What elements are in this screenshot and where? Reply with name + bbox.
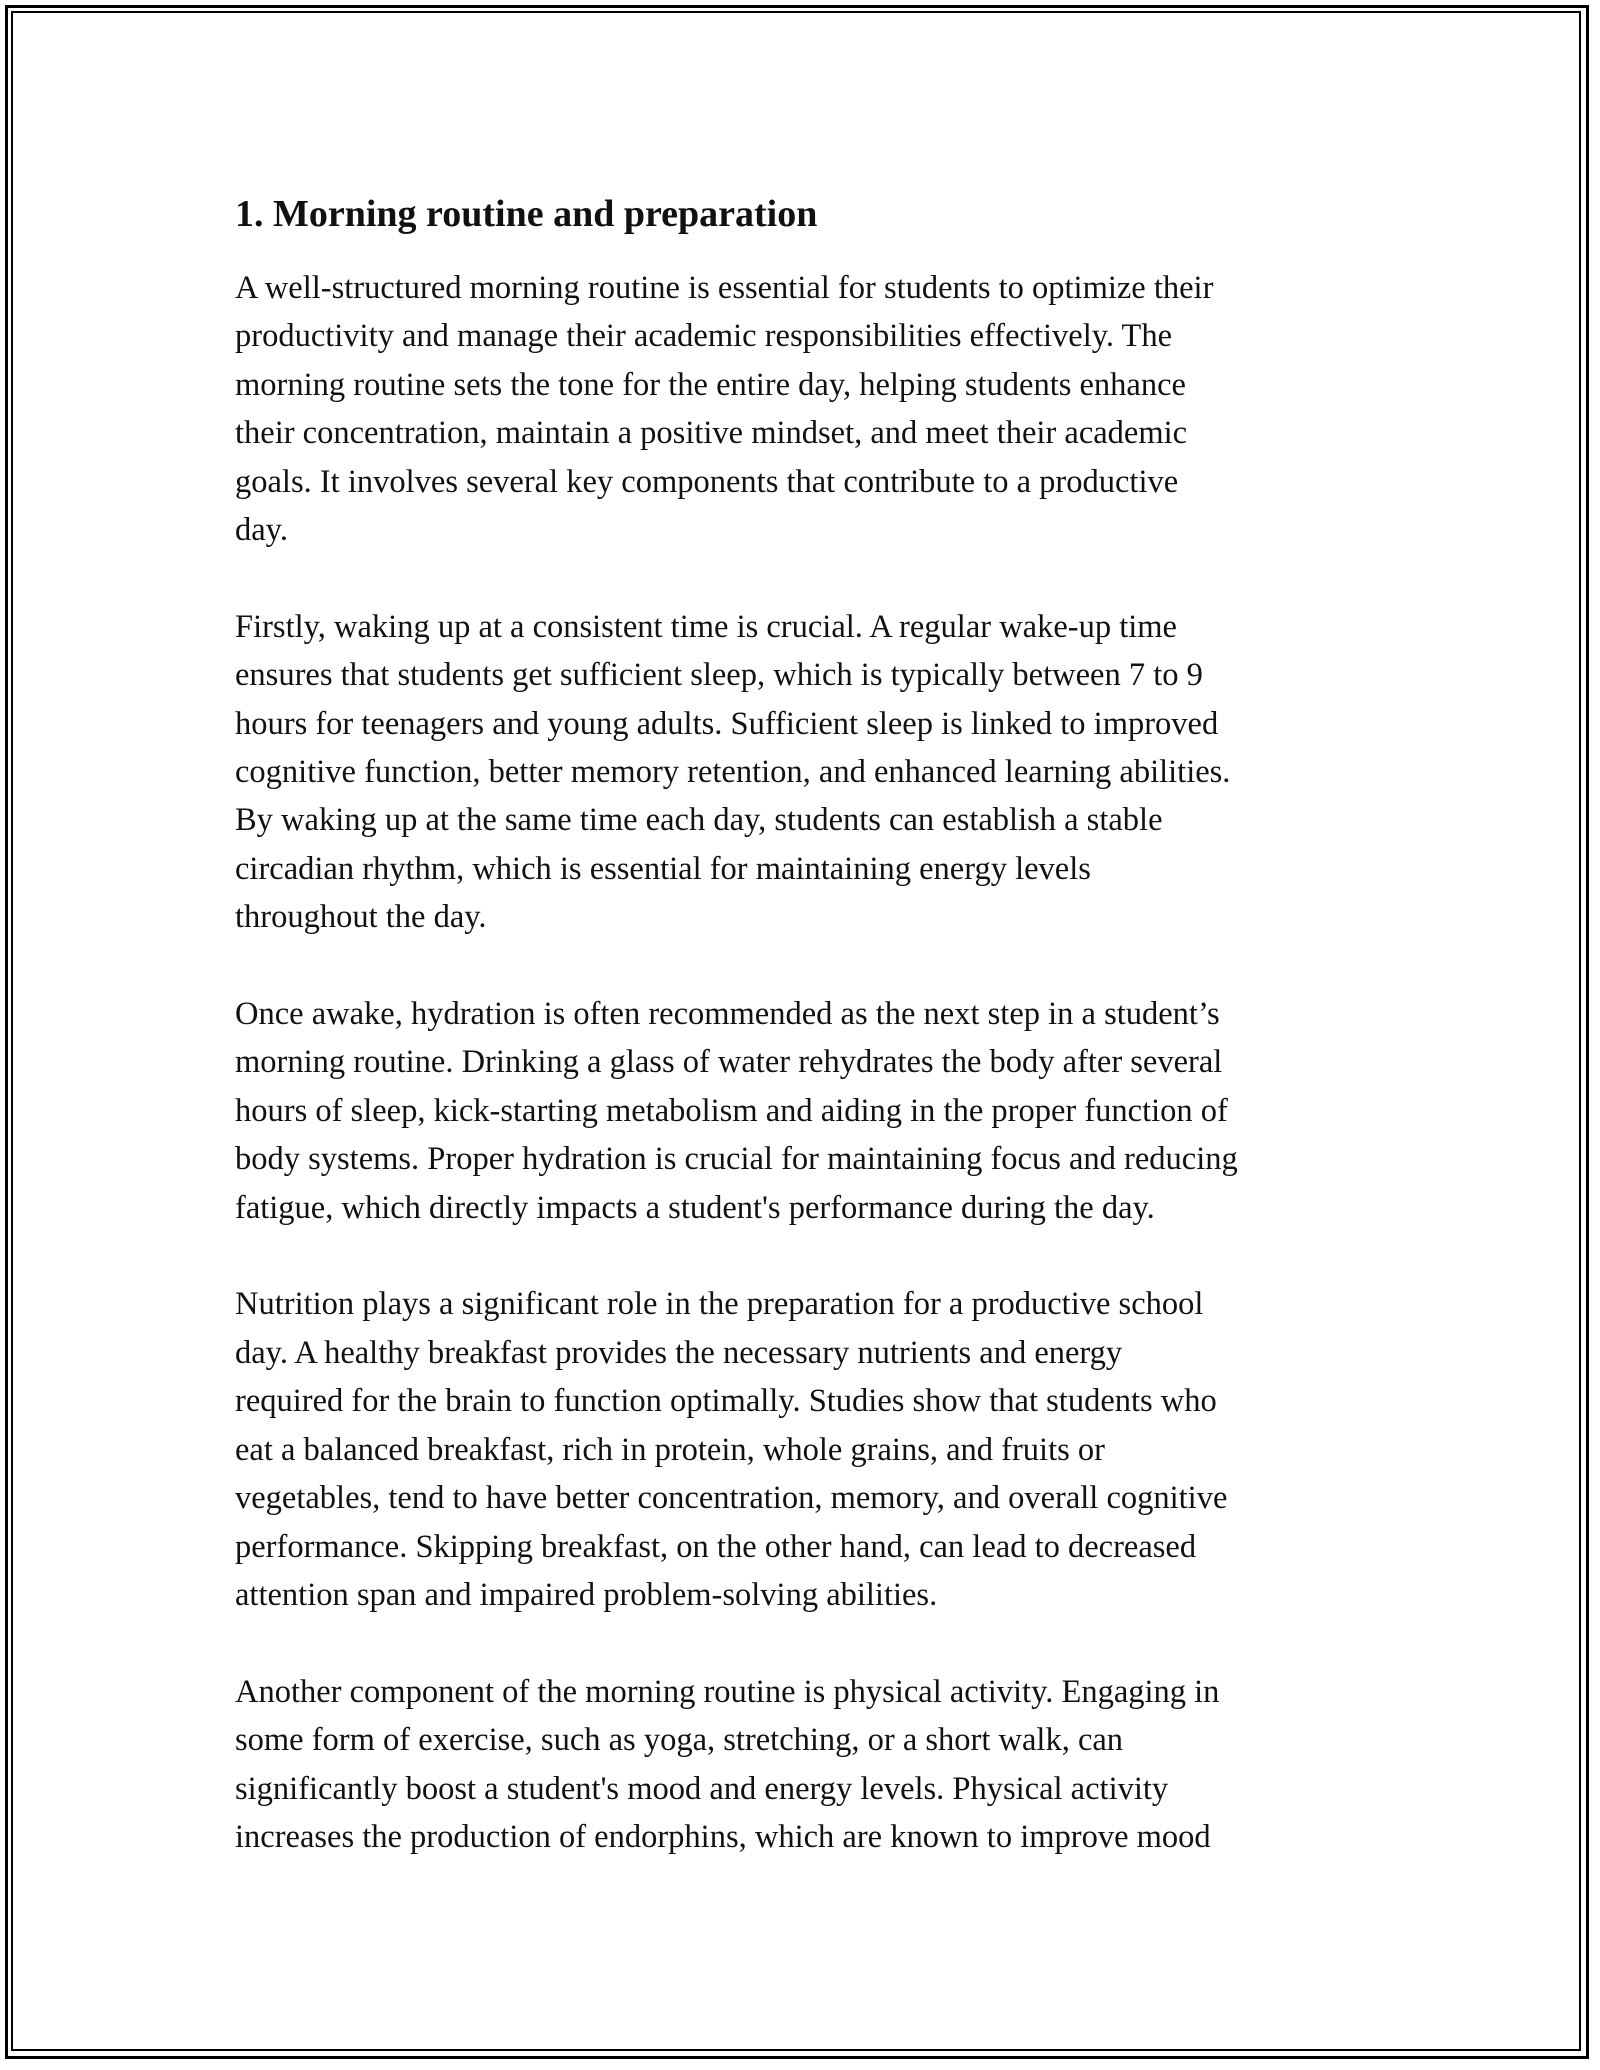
text-line: cognitive function, better memory retention, and enhanced learning abilities. <box>235 754 1231 791</box>
text-line: morning routine sets the tone for the entire day, helping students enhance <box>235 366 1186 403</box>
text-line: circadian rhythm, which is essential for maintaining energy levels <box>235 850 1091 887</box>
text-line: hours for teenagers and young adults. Sufficient sleep is linked to improved <box>235 705 1219 742</box>
text-line: throughout the day. <box>235 899 487 936</box>
text-line: day. A healthy breakfast provides the necessary nutrients and energy <box>235 1334 1123 1371</box>
document-body <box>235 186 1395 1910</box>
text-line: attention span and impaired problem-solving abilities. <box>235 1576 938 1613</box>
text-line: A well-structured morning routine is essential for students to optimize their <box>235 270 1214 306</box>
paragraph-intro <box>235 264 1395 554</box>
text-line: morning routine. Drinking a glass of water rehydrates the body after several <box>235 1044 1223 1081</box>
text-line: Nutrition plays a significant role in the preparation for a productive school <box>235 1286 1204 1323</box>
paragraph-wake-up <box>235 603 1395 942</box>
text-line: Another component of the morning routine is physical activity. Engaging in <box>235 1673 1220 1710</box>
text-line: ensures that students get sufficient sleep, which is typically between 7 to 9 <box>235 657 1203 694</box>
text-line: productivity and manage their academic responsibilities effectively. The <box>235 318 1173 355</box>
text-line: Firstly, waking up at a consistent time is crucial. A regular wake-up time <box>235 608 1177 645</box>
paragraph-physical-activity <box>235 1668 1395 1862</box>
text-line: By waking up at the same time each day, students can establish a stable <box>235 802 1163 839</box>
text-line: body systems. Proper hydration is crucial for maintaining focus and reducing <box>235 1141 1238 1178</box>
text-line: some form of exercise, such as yoga, stretching, or a short walk, can <box>235 1722 1124 1759</box>
text-line: performance. Skipping breakfast, on the other hand, can lead to decreased <box>235 1528 1197 1565</box>
text-line: increases the production of endorphins, which are known to improve mood <box>235 1818 1211 1855</box>
paragraph-hydration <box>235 990 1395 1232</box>
text-line: Once awake, hydration is often recommended as the next step in a student’s <box>235 996 1220 1033</box>
text-line: day. <box>235 512 288 549</box>
paragraph-nutrition <box>235 1280 1395 1619</box>
text-line: required for the brain to function optimally. Studies show that students who <box>235 1383 1217 1420</box>
section-heading: 1. Morning routine and preparation <box>235 193 818 235</box>
text-line: hours of sleep, kick-starting metabolism and aiding in the proper function of <box>235 1092 1228 1129</box>
text-line: fatigue, which directly impacts a student's performance during the day. <box>235 1189 1155 1226</box>
text-line: goals. It involves several key components that contribute to a productive <box>235 463 1179 500</box>
text-line: eat a balanced breakfast, rich in protein, whole grains, and fruits or <box>235 1431 1105 1468</box>
text-line: vegetables, tend to have better concentration, memory, and overall cognitive <box>235 1480 1228 1517</box>
text-line: their concentration, maintain a positive mindset, and meet their academic <box>235 415 1188 452</box>
text-line: significantly boost a student's mood and energy levels. Physical activity <box>235 1770 1169 1807</box>
